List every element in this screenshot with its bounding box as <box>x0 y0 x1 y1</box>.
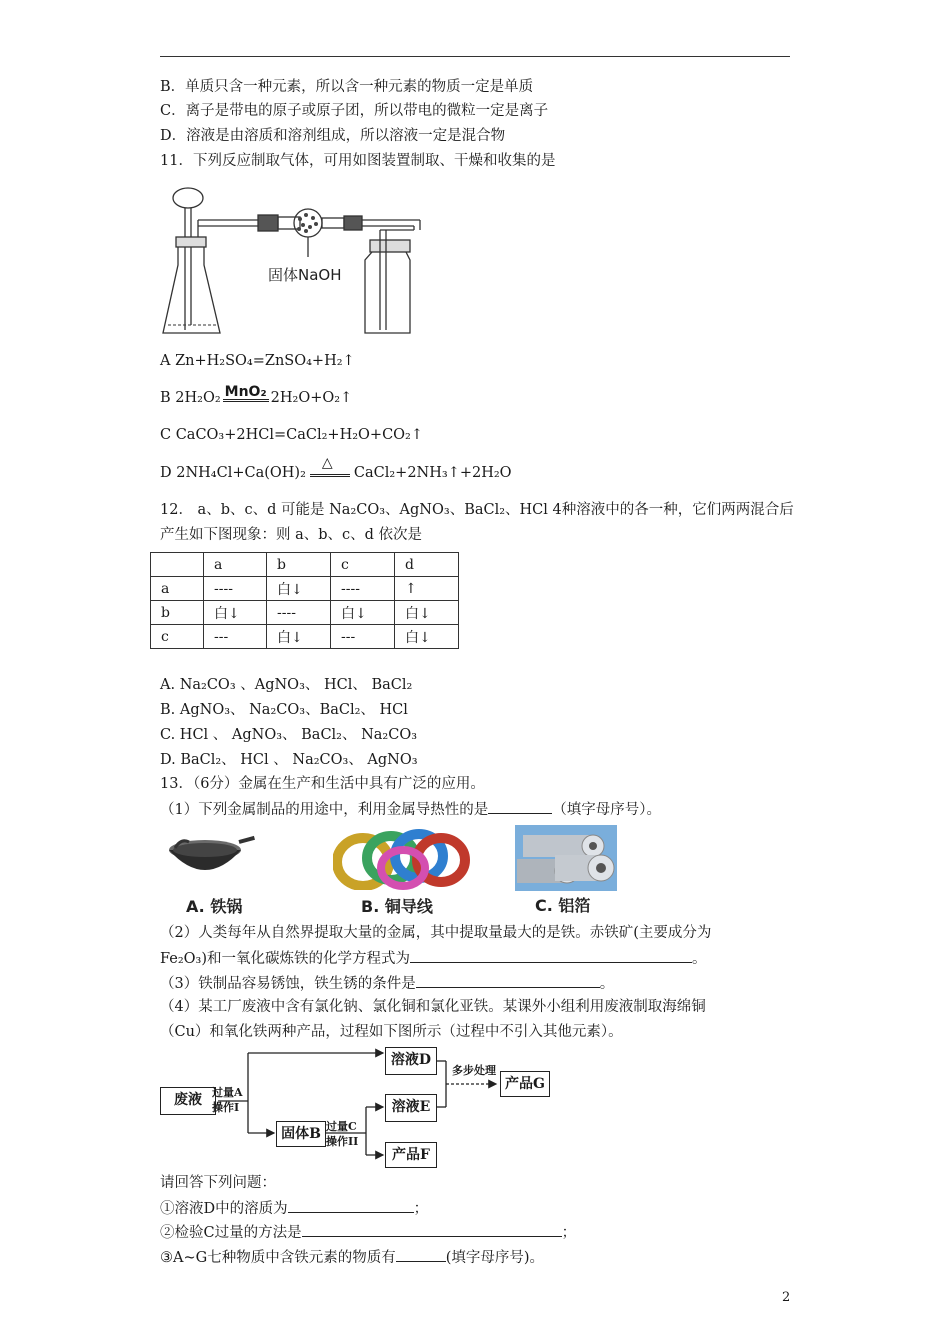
q11-b-products: 2H₂O+O₂↑ <box>270 390 353 406</box>
q12-option-c: C. HCl 、 AgNO₃、 BaCl₂、 Na₂CO₃ <box>160 727 418 743</box>
q13-part4-line2: （Cu）和氧化铁两种产品，过程如下图所示（过程中不引入其他元素）。 <box>160 1024 623 1040</box>
table-cell: b <box>151 601 204 625</box>
subq-2-text: ②检验C过量的方法是 <box>160 1225 302 1241</box>
table-cell: ---- <box>267 601 331 625</box>
flow-solid-b: 固体B <box>276 1121 326 1147</box>
gas-apparatus-figure <box>158 185 428 340</box>
q13-part2-suffix: 。 <box>692 951 707 967</box>
table-cell: 白↓ <box>395 625 459 649</box>
flow-product-f: 产品F <box>385 1142 437 1168</box>
header-rule <box>160 56 790 57</box>
q11-option-d <box>160 455 512 483</box>
table-cell <box>151 553 204 577</box>
q11-option-b <box>160 384 353 408</box>
table-row <box>151 601 459 625</box>
answer-blank[interactable] <box>396 1247 446 1262</box>
flow-step2-op: 操作II <box>326 1135 359 1148</box>
q13-part2-line1: （2）人类每年从自然界提取大量的金属，其中提取量最大的是铁。赤铁矿(主要成分为 <box>160 925 712 941</box>
reaction-table <box>150 552 459 649</box>
q13-stem: 13．（6分）金属在生产和生活中具有广泛的应用。 <box>160 776 485 792</box>
subq-2-suffix: ； <box>561 1225 577 1241</box>
q12-option-d: D. BaCl₂、 HCl 、 Na₂CO₃、 AgNO₃ <box>160 752 418 768</box>
table-cell: a <box>204 553 267 577</box>
questions-intro: 请回答下列问题： <box>160 1175 276 1191</box>
heat-arrow <box>310 455 350 483</box>
table-cell: 白↓ <box>267 625 331 649</box>
q12-option-b: B. AgNO₃、 Na₂CO₃、BaCl₂、 HCl <box>160 702 408 718</box>
subq-3-text: ③A~G七种物质中含铁元素的物质有 <box>160 1250 396 1266</box>
flow-waste: 废液 <box>160 1087 216 1115</box>
q12-option-a: A. Na₂CO₃ 、AgNO₃、 HCl、 BaCl₂ <box>160 677 413 693</box>
table-cell: ↑ <box>395 577 459 601</box>
flow-step1-op: 操作I <box>212 1101 240 1114</box>
table-cell: 白↓ <box>331 601 395 625</box>
table-cell: d <box>395 553 459 577</box>
q10-option-b: B．单质只含一种元素，所以含一种元素的物质一定是单质 <box>160 79 534 95</box>
flow-solution-e: 溶液E <box>385 1094 437 1122</box>
table-cell: --- <box>331 625 395 649</box>
q13-part1-suffix: （填字母序号）。 <box>552 802 661 818</box>
flow-step2-reagent: 过量C <box>326 1120 357 1133</box>
table-header-row <box>151 553 459 577</box>
subq-3-suffix: (填字母序号)。 <box>445 1250 545 1266</box>
heat-symbol: △ <box>321 455 333 471</box>
table-cell: c <box>151 625 204 649</box>
process-flow-diagram <box>158 1047 553 1169</box>
table-cell: 白↓ <box>204 601 267 625</box>
q12-stem-1: 12． a、b、c、d 可能是 Na₂CO₃、AgNO₃、BaCl₂、HCl 4种溶液中的各一种，它们两两混合后 <box>160 502 794 518</box>
subq-1 <box>160 1198 428 1219</box>
table-cell: 白↓ <box>395 601 459 625</box>
q13-part1-text: （1）下列金属制品的用途中，利用金属导热性的是 <box>160 802 489 818</box>
answer-blank[interactable] <box>302 1222 562 1237</box>
q10-option-d: D．溶液是由溶质和溶剂组成，所以溶液一定是混合物 <box>160 128 506 144</box>
table-row <box>151 577 459 601</box>
flow-step1-reagent: 过量A <box>212 1086 243 1099</box>
q13-part3-text: （3）铁制品容易锈蚀，铁生锈的条件是 <box>160 976 416 992</box>
subq-1-text: ①溶液D中的溶质为 <box>160 1201 288 1217</box>
table-cell: --- <box>204 625 267 649</box>
table-cell: b <box>267 553 331 577</box>
flow-multistep-label: 多步处理 <box>452 1064 496 1077</box>
answer-blank[interactable] <box>410 948 692 963</box>
table-cell: c <box>331 553 395 577</box>
subq-1-suffix: ； <box>413 1201 429 1217</box>
answer-blank[interactable] <box>488 799 552 814</box>
q11-option-c: C CaCO₃+2HCl=CaCl₂+H₂O+CO₂↑ <box>160 427 424 443</box>
table-cell: a <box>151 577 204 601</box>
q11-stem: 11．下列反应制取气体，可用如图装置制取、干燥和收集的是 <box>160 153 556 169</box>
flow-product-g: 产品G <box>500 1071 550 1097</box>
copper-wire-image <box>333 822 473 890</box>
answer-blank[interactable] <box>288 1198 414 1213</box>
q11-d-reactants: D 2NH₄Cl+Ca(OH)₂ <box>160 465 306 481</box>
q11-option-a: A Zn+H₂SO₄=ZnSO₄+H₂↑ <box>160 353 355 369</box>
aluminum-foil-image <box>515 825 617 891</box>
q11-b-reactants: B 2H₂O₂ <box>160 390 221 406</box>
naoh-label: 固体NaOH <box>268 266 342 284</box>
answer-blank[interactable] <box>416 973 600 988</box>
q13-part3-suffix: 。 <box>599 976 615 992</box>
subq-3 <box>160 1247 544 1268</box>
q13-part2-line2 <box>160 948 707 969</box>
table-row <box>151 625 459 649</box>
table-cell: ---- <box>331 577 395 601</box>
page-number: 2 <box>782 1290 791 1305</box>
q13-part4-line1: （4）某工厂废液中含有氯化钠、氯化铜和氯化亚铁。某课外小组利用废液制取海绵铜 <box>160 999 706 1015</box>
table-cell: ---- <box>204 577 267 601</box>
product-c-caption: C. 铝箔 <box>535 896 591 915</box>
q10-option-c: C．离子是带电的原子或原子团，所以带电的微粒一定是离子 <box>160 103 549 119</box>
wok-image <box>165 828 255 888</box>
product-a-caption: A. 铁锅 <box>186 897 243 916</box>
flow-solution-d: 溶液D <box>385 1047 437 1075</box>
q13-part2-text: Fe₂O₃)和一氧化碳炼铁的化学方程式为 <box>160 951 411 967</box>
q13-part1 <box>160 799 661 820</box>
product-b-caption: B. 铜导线 <box>361 897 433 916</box>
q11-d-products: CaCl₂+2NH₃↑+2H₂O <box>353 465 512 481</box>
q12-stem-2: 产生如下图现象：则 a、b、c、d 依次是 <box>160 527 423 543</box>
q13-part3 <box>160 973 614 994</box>
catalyst-label: MnO₂ <box>224 384 267 400</box>
catalyst-arrow <box>223 384 269 408</box>
subq-2 <box>160 1222 576 1243</box>
table-cell: 白↓ <box>267 577 331 601</box>
